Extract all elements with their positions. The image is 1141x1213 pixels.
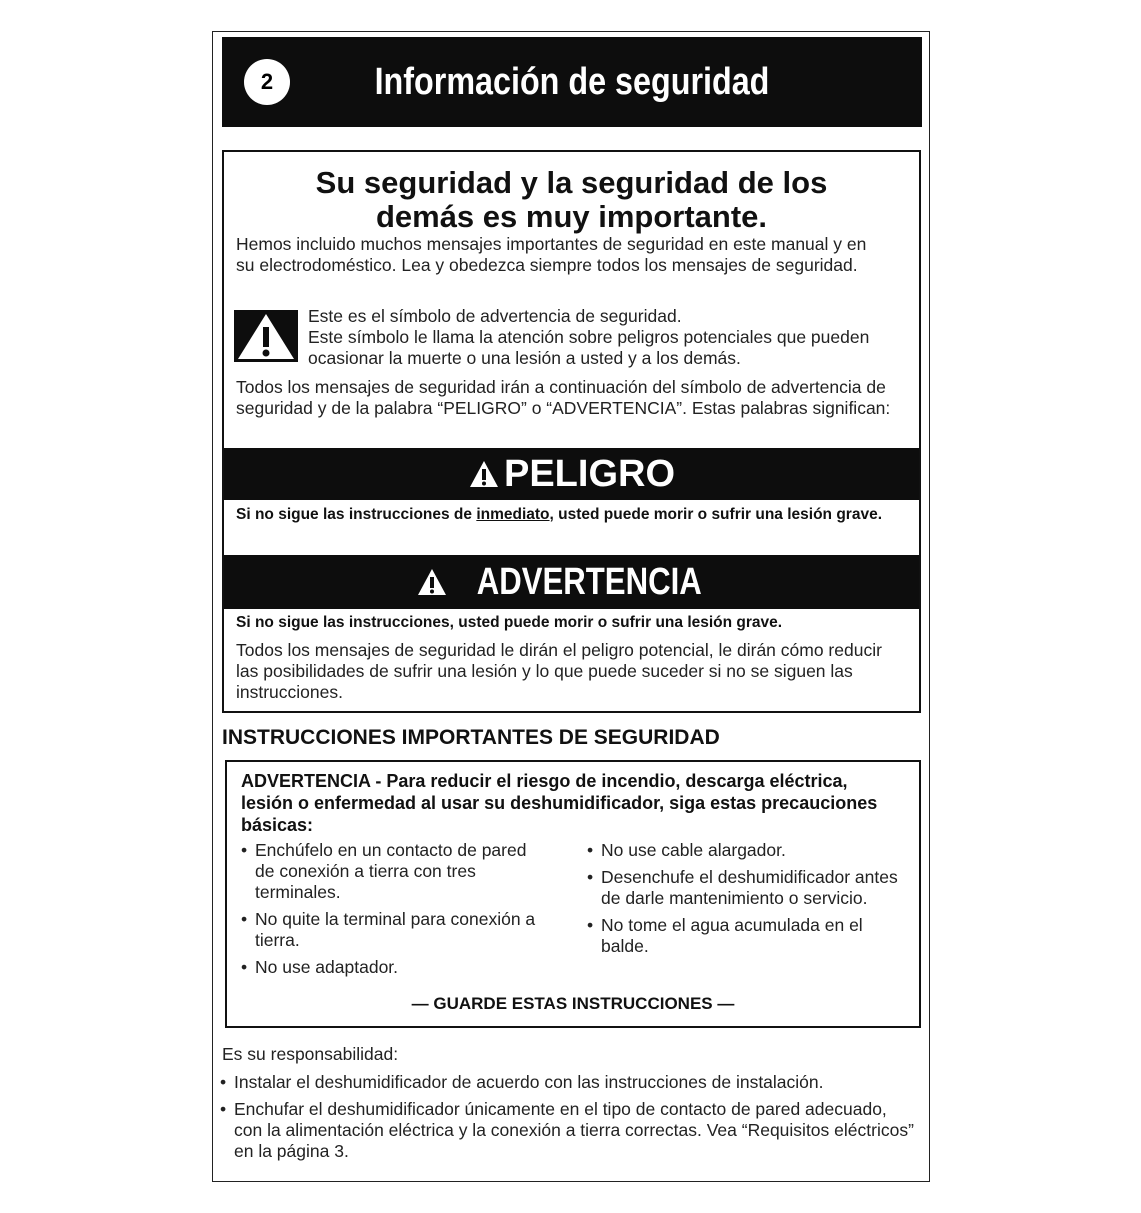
precautions-heading: ADVERTENCIA - Para reducir el riesgo de incendio, descarga eléctrica, lesión o enfermedad al usar su deshumidificador, siga estas precauciones básicas:: [241, 771, 878, 835]
section-title: Información de seguridad: [374, 60, 770, 103]
peligro-desc-underlined: inmediato: [476, 506, 550, 523]
signal-words-intro: Todos los mensajes de seguridad irán a continuación del símbolo de advertencia de seguridad y de la palabra “PELIGRO” o “ADVERTENCIA”. Estas palabras significan:: [236, 377, 891, 418]
list-item: • Enchúfelo en un contacto de pared de conexión a tierra con tres terminales.: [239, 840, 539, 903]
responsibility-list: [218, 1072, 918, 1168]
section-header: [222, 37, 922, 127]
safety-symbol-description: [308, 306, 908, 369]
precautions-left-list: [239, 840, 539, 984]
save-instructions-line: — GUARDE ESTAS INSTRUCCIONES —: [411, 994, 735, 1013]
safety-alert-symbol-icon: [234, 310, 298, 362]
list-item: • Enchufar el deshumidificador únicamente en el tipo de contacto de pared adecuado, con la alimentación eléctrica y la conexión a tierra correctas. Vea “Requisitos eléctricos” en la página 3.: [218, 1099, 918, 1162]
symbol-line-2: Este símbolo le llama la atención sobre peligros potenciales que pueden ocasionar la muerte o una lesión a usted y a los demás.: [308, 327, 870, 368]
list-item: • No tome el agua acumulada en el balde.: [585, 915, 905, 957]
instructions-heading: INSTRUCCIONES IMPORTANTES DE SEGURIDAD: [222, 726, 720, 749]
list-item: • No use adaptador.: [239, 957, 539, 978]
advertencia-description: Si no sigue las instrucciones, usted puede morir o sufrir una lesión grave.: [236, 614, 783, 631]
peligro-desc-part1: Si no sigue las instrucciones de: [236, 506, 477, 523]
safety-closing-text: Todos los mensajes de seguridad le dirán el peligro potencial, le dirán cómo reducir las posibilidades de sufrir una lesión y lo que puede suceder si no se siguen las instrucciones.: [236, 640, 882, 702]
safety-heading: [224, 166, 919, 234]
responsibility-intro: Es su responsabilidad:: [222, 1044, 399, 1064]
safety-heading-line1: Su seguridad y la seguridad de los: [315, 165, 828, 200]
symbol-line-1: Este es el símbolo de advertencia de seguridad.: [308, 306, 682, 326]
precautions-box: [225, 760, 921, 1028]
peligro-desc-part2: , usted puede morir o sufrir una lesión grave.: [549, 506, 882, 523]
warning-triangle-icon: [416, 567, 448, 597]
safety-intro-text: Hemos incluido muchos mensajes importantes de seguridad en este manual y en su electrodoméstico. Lea y obedezca siempre todos los mensajes de seguridad.: [236, 234, 867, 275]
precautions-right-list: [585, 840, 905, 963]
advertencia-label: ADVERTENCIA: [476, 560, 703, 603]
list-item: • Desenchufe el deshumidificador antes de darle mantenimiento o servicio.: [585, 867, 905, 909]
safety-message-box: [222, 150, 921, 713]
list-item: • No use cable alargador.: [585, 840, 905, 861]
peligro-description: [236, 504, 906, 526]
peligro-label: PELIGRO: [503, 452, 676, 495]
list-item: • Instalar el deshumidificador de acuerdo con las instrucciones de instalación.: [218, 1072, 918, 1093]
list-item: • No quite la terminal para conexión a tierra.: [239, 909, 539, 951]
peligro-banner: [224, 448, 919, 500]
warning-triangle-icon: [468, 459, 500, 489]
safety-heading-line2: demás es muy importante.: [375, 199, 768, 234]
section-number-badge: 2: [244, 59, 290, 105]
advertencia-banner: [224, 555, 919, 609]
